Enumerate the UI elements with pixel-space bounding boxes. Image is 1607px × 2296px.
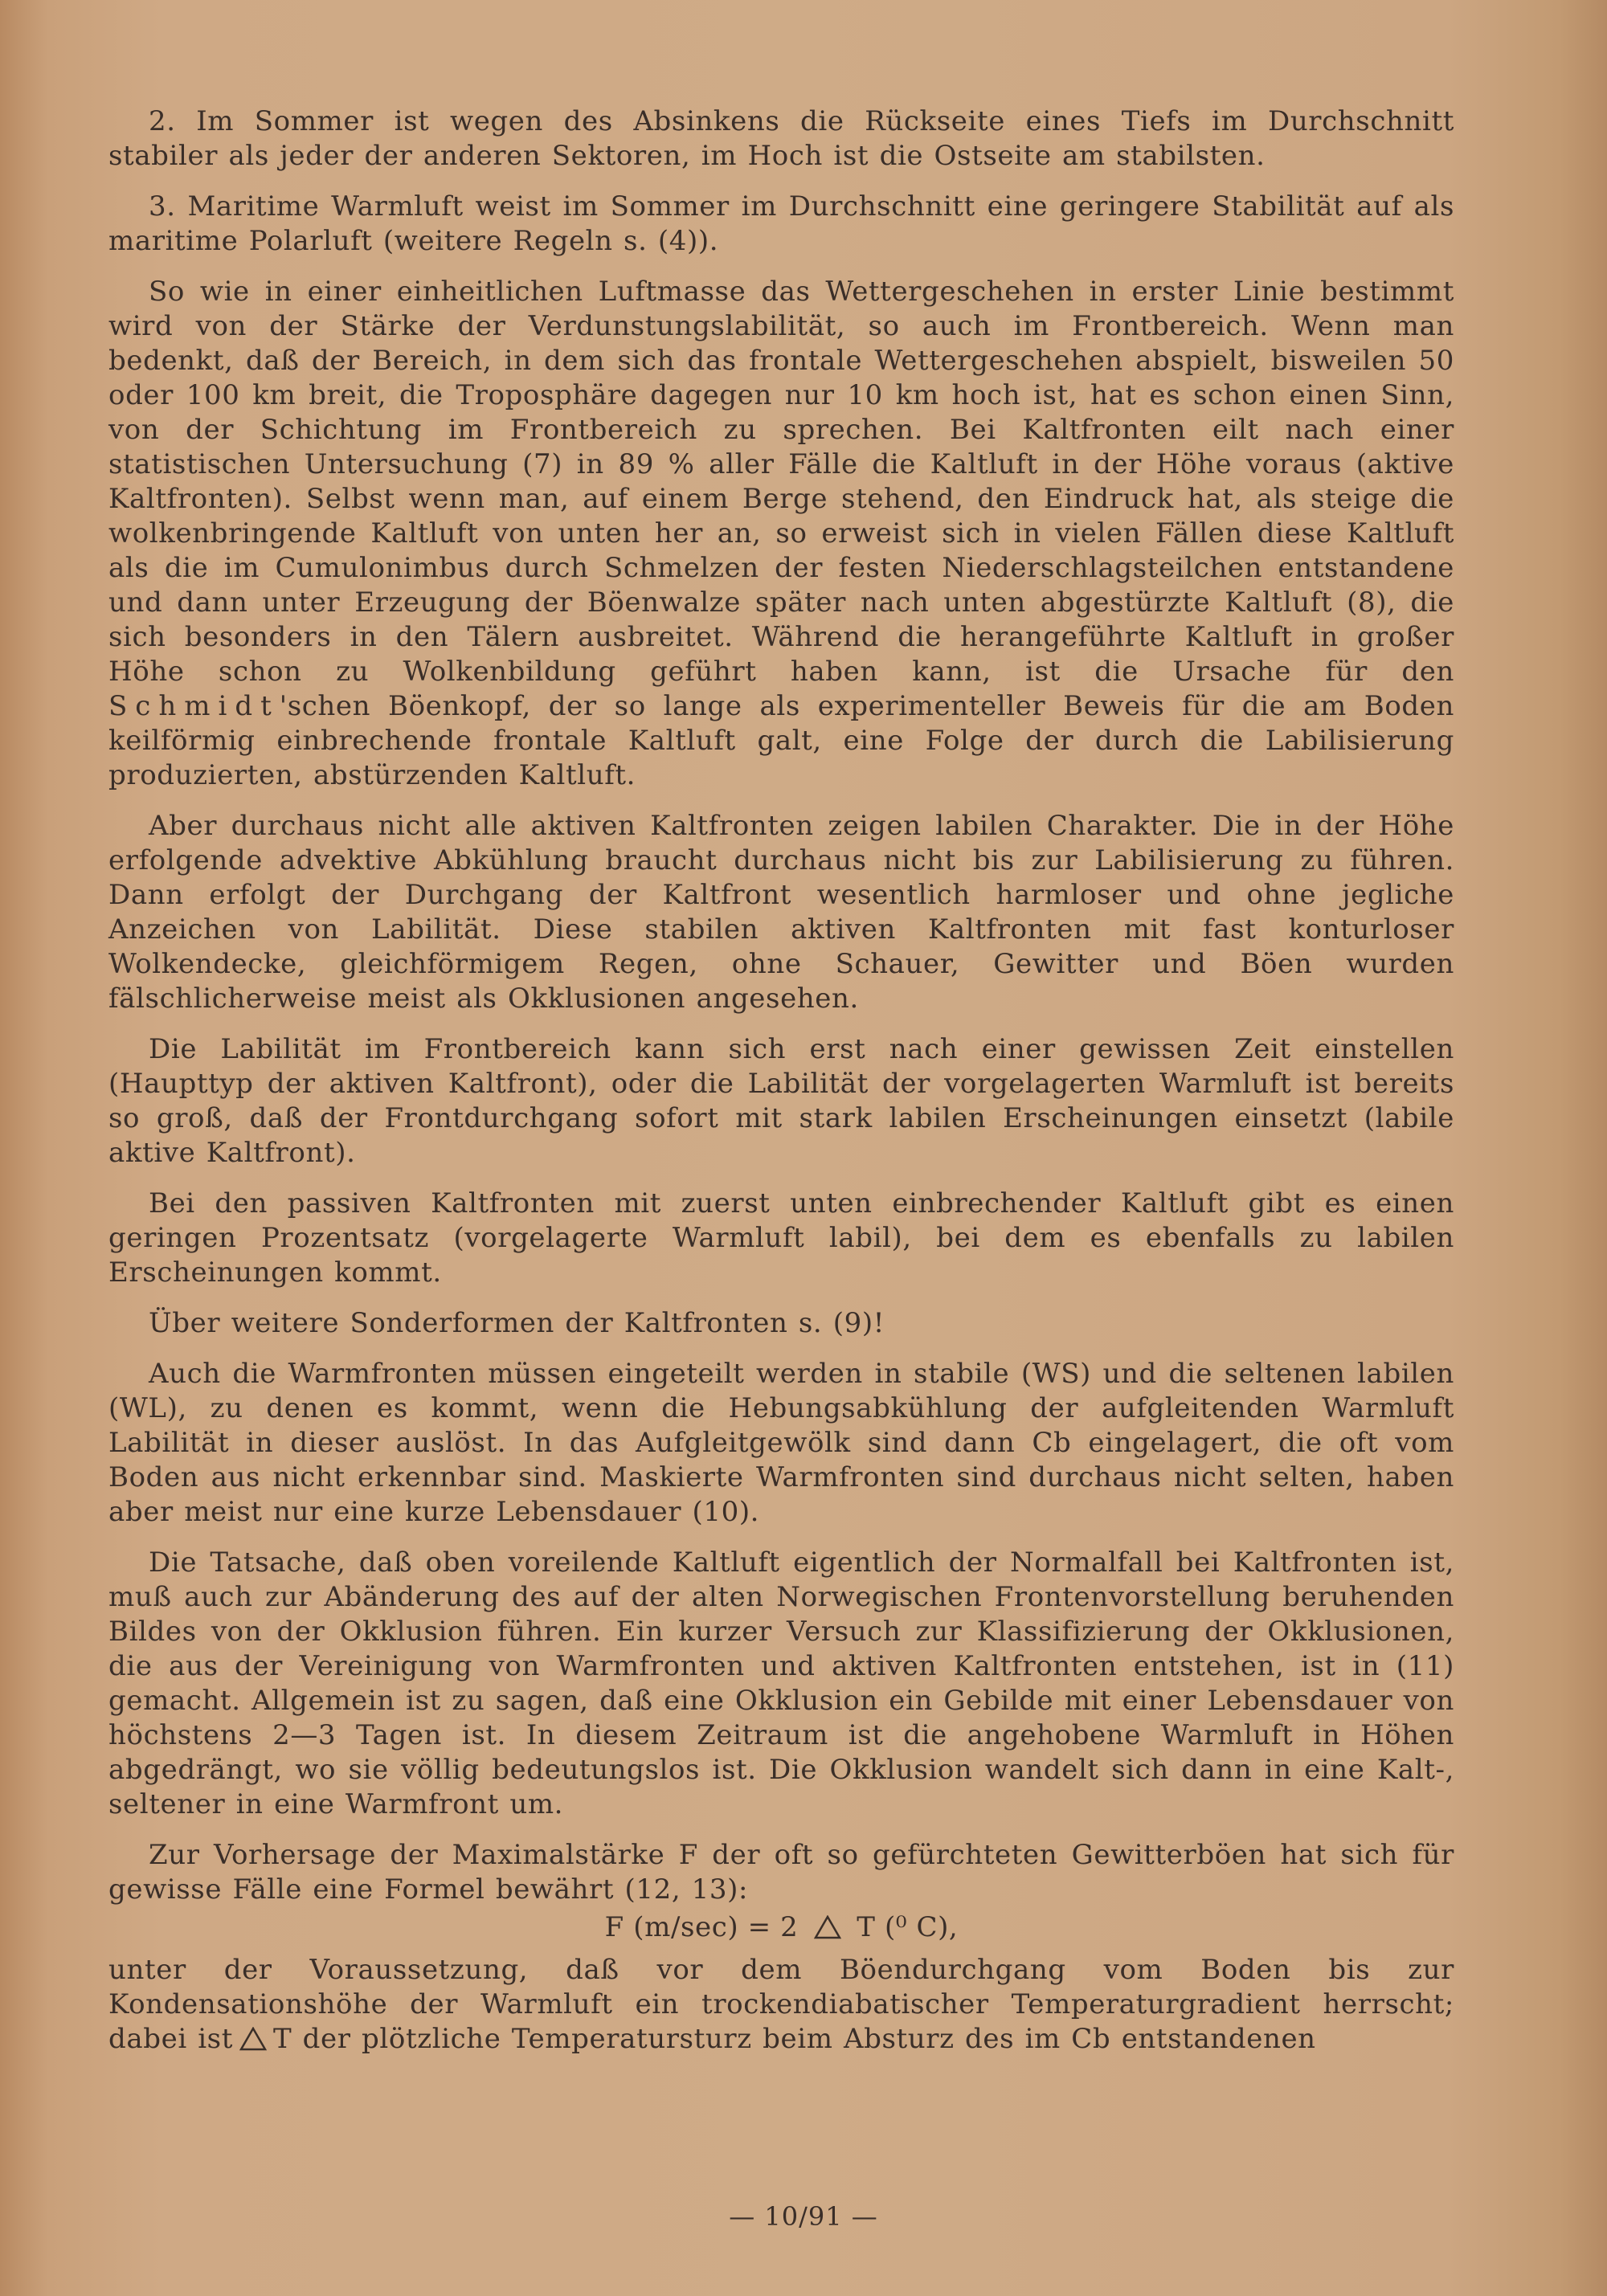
formula [108,1910,1454,1945]
paragraph-10: Zur Vorhersage der Maximalstärke F der oft so gefürchteten Gewitterböen hat sich für gewisse Fälle eine Formel bewährt (12, 13): [108,1839,1454,1906]
delta-icon [239,2027,267,2051]
page-number: — 10/91 — [729,2201,878,2232]
paragraph-1: 2. Im Sommer ist wegen des Absinkens die Rückseite eines Tiefs im Durchschnitt stabiler als jeder der anderen Sektoren, im Hoch ist die Ostseite am stabilsten. [108,105,1454,172]
paragraph-5: Die Labilität im Frontbereich kann sich erst nach einer gewissen Zeit einstellen (Haupttyp der aktiven Kaltfront), oder die Labilität der vorgelagerten Warmluft ist bereits so groß, daß der Frontdurchgang sofort mit stark labilen Erscheinungen einsetzt (labile aktive Kaltfront). [108,1033,1454,1169]
formula-left: F (m/sec) = 2 [604,1911,799,1943]
body-text [108,104,1454,2073]
paragraph-11 [108,1953,1454,2057]
paragraph-3 [108,275,1454,793]
paragraph-11-part-b: T der plötzliche Temperatursturz beim Absturz des im Cb entstandenen [273,2023,1316,2055]
paragraph-4: Aber durchaus nicht alle aktiven Kaltfronten zeigen labilen Charakter. Die in der Höhe erfolgende advektive Abkühlung braucht durchaus nicht bis zur Labilisierung zu führen. Dann erfolgt der Durchgang der Kaltfront wesentlich harmloser und ohne jegliche Anzeichen von Labilität. Diese stabilen aktiven Kaltfronten mit fast konturloser Wolkendecke, gleichförmigem Regen, ohne Schauer, Gewitter und Böen wurden fälschlicherweise meist als Okklusionen angesehen. [108,810,1454,1015]
paragraph-6: Bei den passiven Kaltfronten mit zuerst unten einbrechender Kaltluft gibt es einen geringen Prozentsatz (vorgelagerte Warmluft labil), bei dem es ebenfalls zu labilen Erscheinungen kommt. [108,1187,1454,1289]
delta-icon [814,1915,841,1939]
paragraph-8: Auch die Warmfronten müssen eingeteilt werden in stabile (WS) und die seltenen labilen (WL), zu denen es kommt, wenn die Hebungsabkühlung der aufgleitenden Warmluft Labilität in dieser auslöst. In das Aufgleitgewölk sind dann Cb eingelagert, die oft vom Boden aus nicht erkennbar sind. Maskierte Warmfronten sind durchaus nicht selten, haben aber meist nur eine kurze Lebensdauer (10). [108,1358,1454,1528]
paragraph-9: Die Tatsache, daß oben voreilende Kaltluft eigentlich der Normalfall bei Kaltfronten ist, muß auch zur Abänderung des auf der alten Norwegischen Frontenvorstellung beruhenden Bildes von der Okklusion führen. Ein kurzer Versuch zur Klassifizierung der Okklusionen, die aus der Vereinigung von Warmfronten und aktiven Kaltfronten entstehen, ist in (11) gemacht. Allgemein ist zu sagen, daß eine Okklusion ein Gebilde mit einer Lebensdauer von höchstens 2—3 Tagen ist. In diesem Zeitraum ist die angehobene Warmluft in Höhen abgedrängt, wo sie völlig bedeutungslos ist. Die Okklusion wandelt sich dann in eine Kalt-, seltener in eine Warmfront um. [108,1546,1454,1820]
paragraph-2: 3. Maritime Warmluft weist im Sommer im Durchschnitt eine geringere Stabilität auf als maritime Polarluft (weitere Regeln s. (4)). [108,190,1454,257]
author-name-schmidt: Schmidt [108,690,280,722]
paragraph-7: Über weitere Sonderformen der Kaltfronten s. (9)! [149,1307,885,1339]
formula-right: T (⁰ C), [857,1911,959,1943]
paragraph-3-part-b: 'schen Böenkopf, der so lange als experimenteller Beweis für die am Boden keilförmig einbrechende frontale Kaltluft galt, eine Folge der durch die Labilisierung produzierten, abstürzenden Kaltluft. [108,690,1454,791]
paragraph-11-part-a: unter der Voraussetzung, daß vor dem Böendurchgang vom Boden bis zur Kondensationshöhe der Warmluft ein trockendiabatischer Temperaturgradient herrscht; dabei ist [108,1954,1454,2055]
paragraph-3-part-a: So wie in einer einheitlichen Luftmasse das Wettergeschehen in erster Linie bestimmt wird von der Stärke der Verdunstungslabilität, so auch im Frontbereich. Wenn man bedenkt, daß der Bereich, in dem sich das frontale Wettergeschehen abspielt, bisweilen 50 oder 100 km breit, die Troposphäre dagegen nur 10 km hoch ist, hat es schon einen Sinn, von der Schichtung im Frontbereich zu sprechen. Bei Kaltfronten eilt nach einer statistischen Untersuchung (7) in 89 % aller Fälle die Kaltluft in der Höhe voraus (aktive Kaltfronten). Selbst wenn man, auf einem Berge stehend, den Eindruck hat, als steige die wolkenbringende Kaltluft von unten her an, so erweist sich in vielen Fällen diese Kaltluft als die im Cumulonimbus durch Schmelzen der festen Niederschlagsteilchen entstandene und dann unter Erzeugung der Böenwalze später nach unten abgestürzte Kaltluft (8), die sich besonders in den Tälern ausbreitet. Während die herangeführte Kaltluft in großer Höhe schon zu Wolkenbildung geführt haben kann, ist die Ursache für den [108,276,1454,688]
